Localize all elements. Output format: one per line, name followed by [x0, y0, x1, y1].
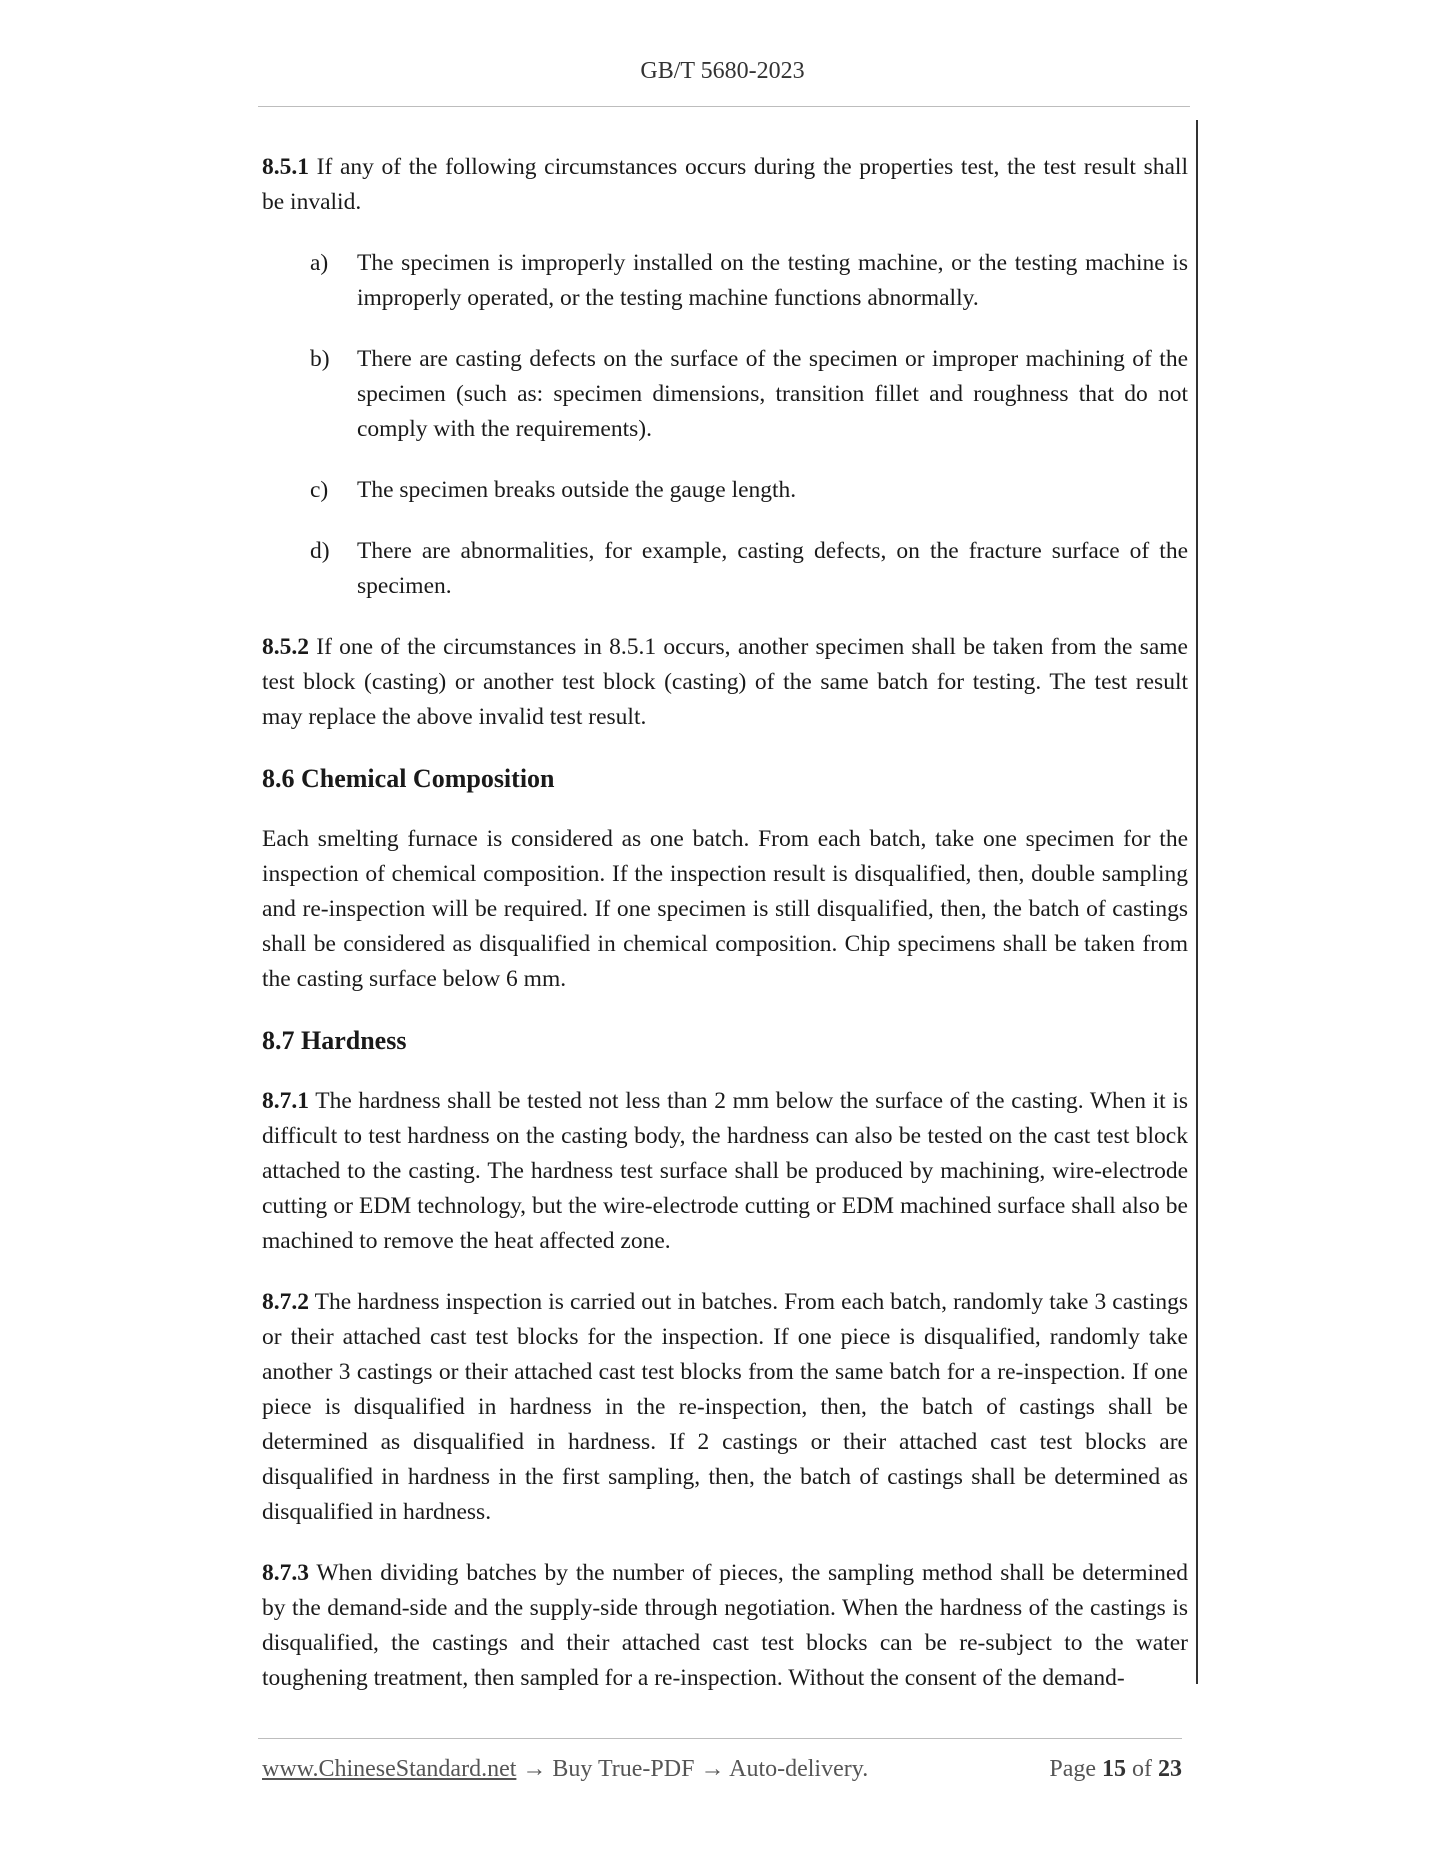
list-item [262, 342, 1188, 447]
of-label: of [1126, 1756, 1158, 1782]
clause-8-5-1 [262, 150, 1188, 220]
heading-chemical-composition: 8.6 Chemical Composition [262, 764, 555, 793]
current-page: 15 [1102, 1756, 1126, 1782]
list-text: There are casting defects on the surface of the specimen or improper machining of the specimen (such as: specimen dimensions, transition fillet and roughness that do not comply with the requirements). [357, 346, 1188, 442]
clause-text: The hardness shall be tested not less than 2 mm below the surface of the casting. When it is difficult to test hardness on the casting body, the hardness can also be tested on the cast test block attached to the casting. The hardness test surface shall be produced by machining, wire-electrode cutting or EDM technology, but the wire-electrode cutting or EDM machined surface shall also be machined to remove the heat affected zone. [262, 1088, 1188, 1254]
list-text: There are abnormalities, for example, casting defects, on the fracture surface of the specimen. [357, 538, 1188, 599]
clause-8-5-2 [262, 630, 1188, 735]
page-number [1049, 1756, 1182, 1783]
clause-number: 8.5.2 [262, 634, 309, 660]
list-text: The specimen breaks outside the gauge length. [357, 477, 797, 503]
heading-hardness: 8.7 Hardness [262, 1026, 407, 1055]
clause-number: 8.5.1 [262, 154, 309, 180]
clause-text: If any of the following circumstances occurs during the properties test, the test result shall be invalid. [262, 154, 1188, 215]
clause-8-7-1 [262, 1084, 1188, 1259]
total-pages: 23 [1158, 1756, 1182, 1782]
page-label: Page [1049, 1756, 1102, 1782]
list-marker: a) [310, 250, 329, 276]
clause-8-6: Each smelting furnace is considered as one batch. From each batch, take one specimen for the inspection of chemical composition. If the inspection result is disqualified, then, double sampling and re-inspection will be required. If one specimen is still disqualified, then, the batch of castings shall be considered as disqualified in chemical composition. Chip specimens shall be taken from the casting surface below 6 mm. [262, 826, 1188, 992]
footer-tagline: → Buy True-PDF → Auto-delivery. [516, 1756, 869, 1782]
list-item [262, 534, 1188, 604]
footer-promo [262, 1756, 868, 1783]
clause-number: 8.7.3 [262, 1560, 309, 1586]
clause-8-7-3 [262, 1556, 1188, 1696]
clause-text: The hardness inspection is carried out in batches. From each batch, randomly take 3 castings or their attached cast test blocks for the inspection. If one piece is disqualified, randomly take another 3 castings or their attached cast test blocks from the same batch for a re-inspection. If one piece is disqualified in hardness in the re-inspection, then, the batch of castings shall be determined as disqualified in hardness. If 2 castings or their attached cast test blocks are disqualified in hardness in the first sampling, then, the batch of castings shall be determined as disqualified in hardness. [262, 1289, 1188, 1525]
header-divider [258, 106, 1190, 107]
list-item [262, 246, 1188, 316]
clause-text: When dividing batches by the number of pieces, the sampling method shall be determined by the demand-side and the supply-side through negotiation. When the hardness of the castings is disqualified, the castings and their attached cast test blocks can be re-subject to the water toughening treatment, then sampled for a re-inspection. Without the consent of the demand- [262, 1560, 1188, 1691]
footer-divider [258, 1738, 1182, 1739]
list-item [262, 473, 1188, 508]
clause-number: 8.7.1 [262, 1088, 309, 1114]
clause-8-7-2 [262, 1285, 1188, 1530]
clause-number: 8.7.2 [262, 1289, 309, 1315]
list-marker: d) [310, 538, 330, 564]
list-text: The specimen is improperly installed on the testing machine, or the testing machine is improperly operated, or the testing machine functions abnormally. [357, 250, 1188, 311]
list-marker: c) [310, 477, 329, 503]
page-header: GB/T 5680-2023 [640, 58, 805, 84]
document-body [262, 150, 1188, 1722]
margin-change-bar [1196, 120, 1198, 1684]
clause-text: If one of the circumstances in 8.5.1 occurs, another specimen shall be taken from the same test block (casting) or another test block (casting) of the same batch for testing. The test result may replace the above invalid test result. [262, 634, 1188, 730]
list-marker: b) [310, 346, 330, 372]
site-link[interactable]: www.ChineseStandard.net [262, 1756, 517, 1782]
